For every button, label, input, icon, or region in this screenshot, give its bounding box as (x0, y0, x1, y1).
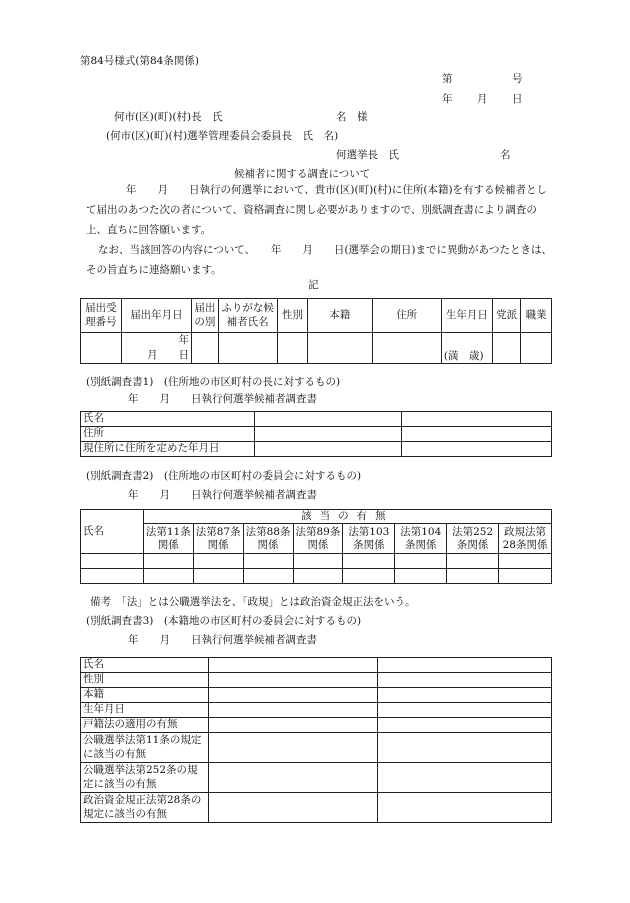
cell-todoke-betsu (192, 333, 219, 364)
sheet2-group-header: 該当の有無 (143, 510, 551, 524)
sheet3-cell (378, 703, 552, 718)
form-title: 第84号様式(第84条関係) (80, 55, 199, 67)
sheet1-label: (別紙調査書1) (住所地の市区町村の長に対するもの) (86, 376, 341, 388)
sheet3-row-hou252: 公職選挙法第252条の規定に該当の有無 (81, 763, 209, 793)
sheet3-label: (別紙調査書3) (本籍地の市区町村の委員会に対するもの) (86, 615, 362, 627)
sheet2-col-hou87: 法第87条関係 (193, 524, 243, 554)
sheet3-row-koseki: 戸籍法の適用の有無 (81, 718, 209, 733)
biko-note: 備考 「法」とは公職選挙法を、「政規」とは政治資金規正法をいう。 (90, 596, 416, 608)
sheet3-row-birthdate: 生年月日 (81, 703, 209, 718)
sheet1-cell (402, 427, 552, 442)
sheet1-cell (254, 442, 402, 457)
header-jusho: 住所 (372, 299, 441, 333)
addressee-mayor-name: 名 様 (336, 111, 368, 123)
sheet1-cell (402, 412, 552, 427)
sheet3-cell (378, 673, 552, 688)
sheet2-empty-row (81, 569, 552, 584)
body-paragraph-2: なお、当該回答の内容について、 年 月 日(選挙会の期日)までに異動があつたときは、その旨直ちに連絡願います。 (86, 244, 553, 276)
sheet3-cell (378, 763, 552, 793)
sheet3-cell (208, 688, 378, 703)
cell-tsuki-hi (124, 348, 189, 363)
cell-shokugyo (521, 333, 552, 364)
number-gou: 号 (512, 73, 523, 85)
sheet3-cell (208, 658, 378, 673)
sheet3-row-name: 氏名 (81, 658, 209, 673)
header-todoke-date: 届出年月日 (121, 299, 191, 333)
date-tsuki: 月 (477, 93, 488, 105)
sheet3-row-gender: 性別 (81, 673, 209, 688)
cell-todoke-date (121, 333, 191, 364)
sheet2-col-hou252: 法第252条関係 (447, 524, 499, 554)
doc-title: 候補者に関する調査について (234, 168, 371, 180)
cell-juri-bango (81, 333, 122, 364)
sheet3-cell (208, 733, 378, 763)
sheet2-name-label: 氏名 (83, 525, 104, 537)
sheet3-cell (378, 688, 552, 703)
sheet3-cell (208, 718, 378, 733)
sheet3-cell (208, 673, 378, 688)
header-shokugyo: 職業 (521, 299, 552, 333)
sheet3-table (80, 657, 552, 823)
sheet3-cell (378, 718, 552, 733)
header-honseki: 本籍 (308, 299, 372, 333)
addressee-mayor: 何市(区)(町)(村)長 氏 (114, 111, 223, 123)
sheet2-empty-row (81, 554, 552, 569)
ki-heading: 記 (308, 279, 319, 291)
cell-toha (492, 333, 521, 364)
sheet3-title: 年 月 日執行何選挙候補者調査書 (128, 634, 317, 646)
header-seibetsu: 性別 (277, 299, 308, 333)
sheet3-cell (208, 703, 378, 718)
sheet2-col-hou103: 法第103条関係 (343, 524, 395, 554)
addressee-committee: (何市(区)(町)(村)選挙管理委員会委員長 氏 名) (106, 130, 339, 142)
cell-hi: 日 (178, 349, 190, 361)
header-furigana-name: ふりがな候補者氏名 (218, 299, 277, 333)
sender-name: 名 (500, 149, 511, 161)
sheet1-table (80, 411, 552, 457)
sheet3-cell (378, 733, 552, 763)
sheet2-col-hou104: 法第104条関係 (395, 524, 447, 554)
sheet1-cell (254, 412, 402, 427)
cell-honseki (308, 333, 372, 364)
header-birthdate: 生年月日 (441, 299, 492, 333)
header-todoke-betsu: 届出の別 (192, 299, 219, 333)
sheet2-title: 年 月 日執行何選挙候補者調査書 (128, 489, 317, 501)
sheet1-cell (402, 442, 552, 457)
sheet1-move-date-label: 現住所に住所を定めた年月日 (83, 442, 220, 455)
cell-age: (満 歳) (441, 333, 492, 364)
cell-name (218, 333, 277, 364)
sender-title: 何選挙長 氏 (336, 149, 399, 161)
cell-seibetsu (277, 333, 308, 364)
sheet1-row-name (81, 412, 255, 427)
sheet1-name-label: 氏名 (83, 412, 104, 425)
sheet1-address-label: 住所 (83, 427, 104, 440)
candidate-table (80, 298, 552, 364)
sheet3-row-seiki28: 政治資金規正法第28条の規定に該当の有無 (81, 793, 209, 823)
header-toha: 党派 (492, 299, 521, 333)
header-juri-bango: 届出受理番号 (81, 299, 122, 333)
cell-jusho (372, 333, 441, 364)
sheet3-cell (208, 763, 378, 793)
sheet2-name-header (81, 510, 144, 554)
sheet3-row-hou11: 公職選挙法第11条の規定に該当の有無 (81, 733, 209, 763)
date-hi: 日 (512, 93, 523, 105)
cell-tsuki: 月 (147, 349, 158, 361)
sheet2-label: (別紙調査書2) (住所地の市区町村の委員会に対するもの) (86, 470, 362, 482)
sheet2-col-seiki28: 政規法第28条関係 (499, 524, 552, 554)
body-paragraph-1: 年 月 日執行の何選挙において、貴市(区)(町)(村)に住所(本籍)を有する候補者として届出のあつた次の者について、資格調査に関し必要がありますので、別紙調査書により調査の上、直ちに回答願います。 (86, 184, 548, 236)
sheet1-cell (254, 427, 402, 442)
date-nen: 年 (442, 93, 453, 105)
sheet2-col-hou88: 法第88条関係 (243, 524, 293, 554)
sheet2-col-hou89: 法第89条関係 (293, 524, 343, 554)
sheet3-cell (208, 793, 378, 823)
sheet3-cell (378, 658, 552, 673)
cell-nen: 年 (178, 334, 190, 346)
sheet3-cell (378, 793, 552, 823)
number-dai: 第 (442, 73, 453, 85)
sheet1-row-address (81, 427, 255, 442)
sheet3-row-honseki: 本籍 (81, 688, 209, 703)
sheet1-row-move-date (81, 442, 255, 457)
sheet2-table (80, 509, 552, 584)
sheet1-title: 年 月 日執行何選挙候補者調査書 (128, 393, 317, 405)
sheet2-col-hou11: 法第11条関係 (143, 524, 193, 554)
